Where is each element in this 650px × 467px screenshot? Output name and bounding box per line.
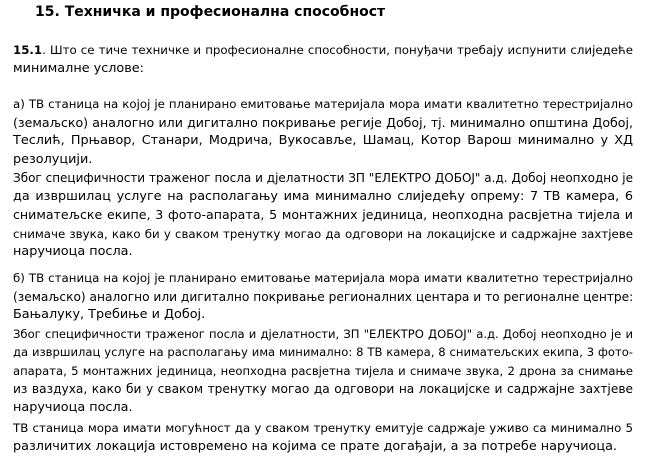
item-b-line: апарата, 5 монтажних јединица, неопходна расвјетна тијела и снимаче звука, 2 дрона за снимање [13, 363, 633, 378]
section-number: 15. [35, 4, 60, 20]
final-paragraph [13, 419, 633, 456]
item-b-line: (земаљско) аналогно или дигитално покривање регионалних центара и то регионалне центре: [13, 289, 634, 304]
item-b-line: из ваздуха, како би у сваком тренутку могао да одговори на локацијске и садржајне захтјеве [13, 382, 633, 396]
item-a-line: да извршилац услуге на располагању има минимално слиједећу опрему: 7 ТВ камера, 6 [13, 188, 633, 204]
item-b-line: б) ТВ станица на којој је планирано емитовање материјала мора имати квалитетно терестријално [13, 271, 633, 285]
item-a-line: резолуцији. [13, 151, 93, 167]
final-line: ТВ станица мора имати могућност да у сваком тренутку емитује садржаје уживо са минимално 5 [13, 421, 633, 435]
item-b-line: Бањалуку, Требиње и Добој. [13, 307, 206, 322]
final-line: различитих локација истовремено на којима се прате догађаји, а за потребе наручиоца. [13, 438, 617, 454]
item-a-paragraph [13, 95, 633, 262]
section-heading [35, 4, 385, 20]
item-b-line: Због специфичности траженог посла и дјелатности, ЗП "ЕЛЕКТРО ДОБОЈ" а.д. Добој неопходно је и [13, 326, 633, 341]
intro-line-2: минималне услове: [13, 60, 144, 76]
item-b-line: наручиоца посла. [13, 399, 133, 415]
intro-paragraph [13, 41, 633, 78]
item-b-line: да извршилац услуге на располагању има минимално: 8 ТВ камера, 8 сниматељских екипа, 3 фото- [13, 345, 633, 359]
item-a-line: а) ТВ станица на којој је планирано емитовање материјала мора имати квалитетно терестријално [13, 97, 633, 111]
item-a-line: сниматељске екипе, 3 фото-апарата, 5 монтажних јединица, неопходна расвјетна тијела и [13, 207, 633, 222]
intro-text-1: . Што се тиче техничке и професионалне способности, понуђачи требају испунити слиједеће [42, 43, 633, 57]
section-title: Техничка и професионална способност [64, 4, 386, 20]
item-a-line: наручиоца посла. [13, 244, 133, 259]
item-a-line: (земаљско) аналогно или дигитално покривање регије Добој, тј. минимално општина Добој, [13, 114, 633, 130]
intro-line-1 [13, 41, 633, 60]
item-a-line: снимаче звука, како би у сваком тренутку могао да одговори на локацијске и садржајне захтјеве [13, 226, 633, 241]
item-a-line: Због специфичности траженог посла и дјелатности ЗП "ЕЛЕКТРО ДОБОЈ" а.д. Добој неопходно је [13, 171, 633, 185]
item-a-line: Теслић, Прњавор, Станари, Модрича, Вукосавље, Шамац, Котор Варош минимално у ХД [13, 133, 633, 148]
item-b-paragraph [13, 269, 633, 417]
clause-number: 15.1 [13, 43, 43, 57]
